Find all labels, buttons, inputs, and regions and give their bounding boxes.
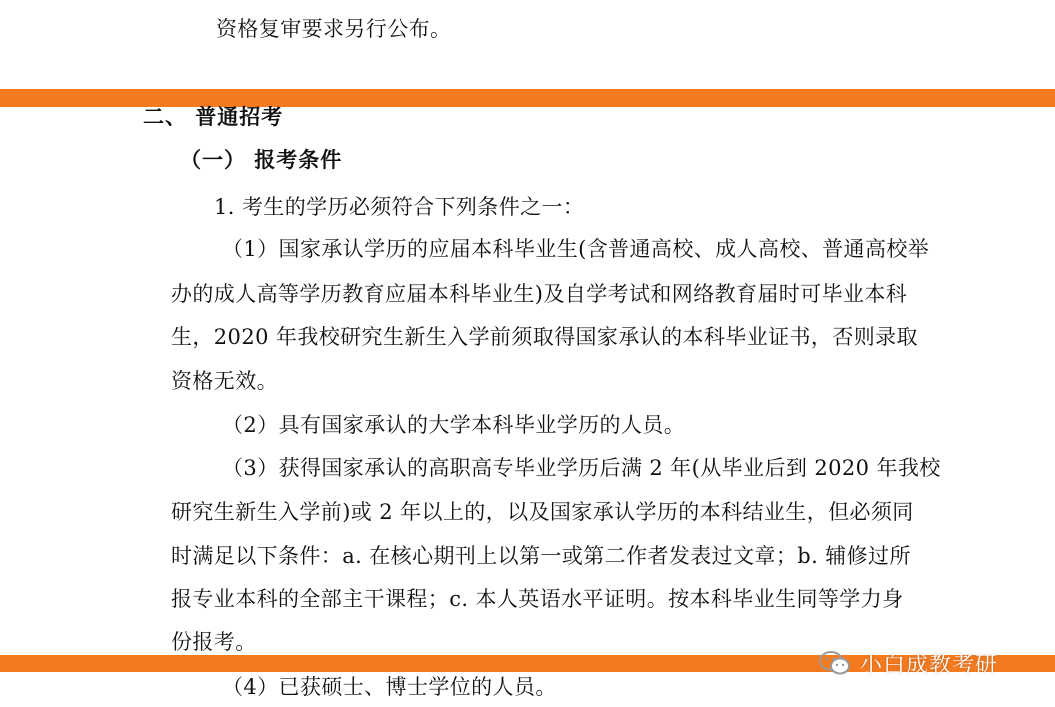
text-line-cond-4: （4）已获硕士、博士学位的人员。 bbox=[222, 675, 557, 699]
text-line-cond-1a: （1）国家承认学历的应届本科毕业生(含普通高校、成人高校、普通高校举 bbox=[222, 237, 930, 261]
text-line-item-1: 1. 考生的学历必须符合下列条件之一： bbox=[214, 195, 585, 219]
text-line-cond-3d: 报专业本科的全部主干课程；c. 本人英语水平证明。按本科毕业生同等学力身 bbox=[171, 587, 904, 611]
text-line-cond-3b: 研究生新生入学前)或 2 年以上的，以及国家承认学历的本科结业生，但必须同 bbox=[171, 500, 914, 524]
text-line-prev-note: 资格复审要求另行公布。 bbox=[216, 17, 452, 41]
text-line-cond-2: （2）具有国家承认的大学本科毕业学历的人员。 bbox=[222, 413, 686, 437]
text-line-cond-1d: 资格无效。 bbox=[171, 369, 278, 393]
watermark-text: 小白成教考研 bbox=[860, 652, 999, 678]
watermark bbox=[818, 649, 998, 677]
text-line-cond-1c: 生，2020 年我校研究生新生入学前须取得国家承认的本科毕业证书，否则录取 bbox=[171, 325, 918, 349]
text-line-cond-3a: （3）获得国家承认的高职高专毕业学历后满 2 年(从毕业后到 2020 年我校 bbox=[222, 456, 941, 480]
wechat-icon bbox=[818, 650, 852, 676]
text-line-cond-3c: 时满足以下条件：a. 在核心期刊上以第一或第二作者发表过文章；b. 辅修过所 bbox=[171, 544, 911, 568]
section-heading-general-exam: 二、 普通招考 bbox=[143, 105, 284, 129]
text-line-cond-1b: 办的成人高等学历教育应届本科毕业生)及自学考试和网络教育届时可毕业本科 bbox=[171, 282, 908, 306]
text-line-cond-3e: 份报考。 bbox=[171, 630, 257, 654]
subsection-heading-conditions: （一） 报考条件 bbox=[180, 148, 343, 172]
